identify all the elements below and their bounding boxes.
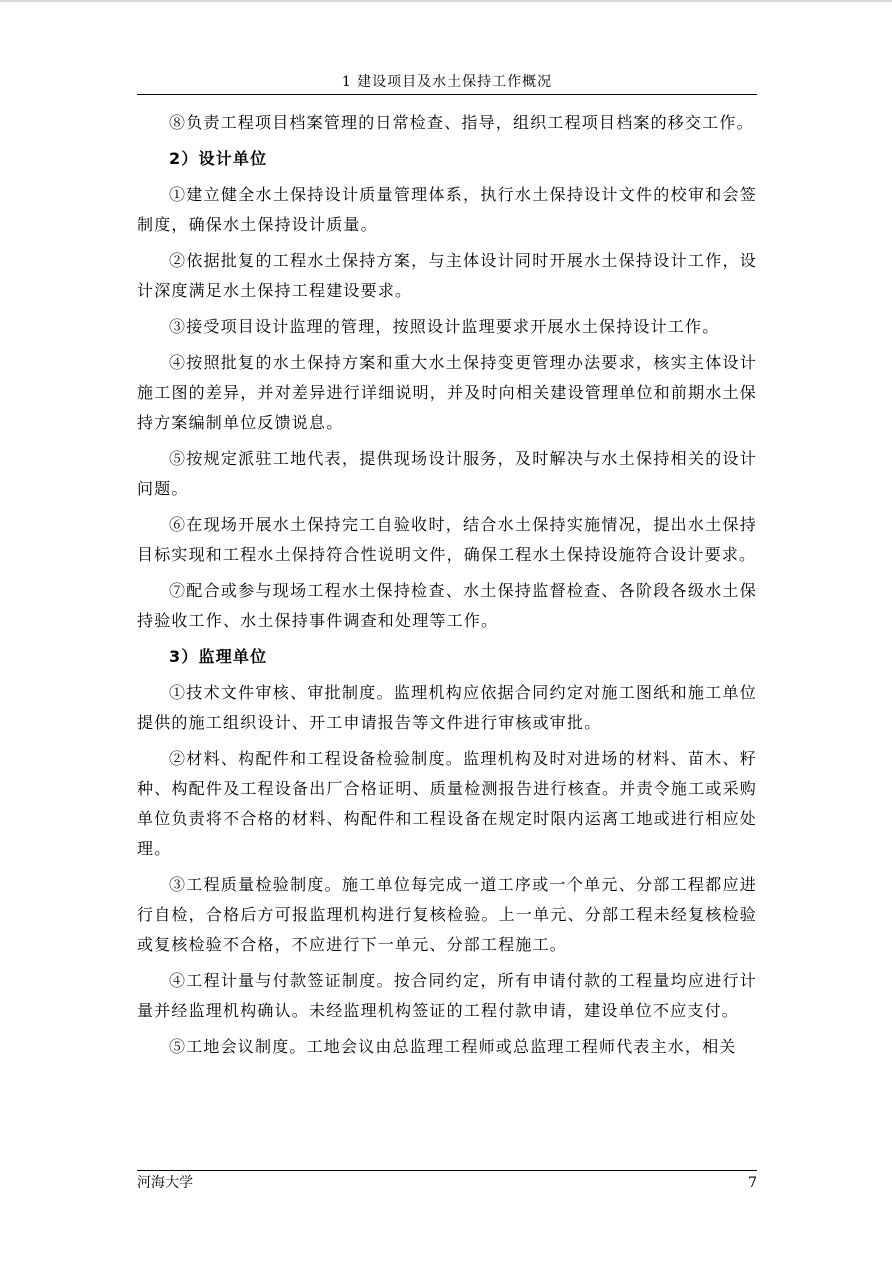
paragraph-design-5: ⑤按规定派驻工地代表，提供现场设计服务，及时解决与水土保持相关的设计问题。 xyxy=(137,449,757,498)
paragraph-supervision-4: ④工程计量与付款签证制度。按合同约定，所有申请付款的工程量均应进行计量并经监理机构确认。未经监理机构签证的工程付款申请，建设单位不应支付。 xyxy=(137,971,757,1020)
paragraph-supervision-2: ②材料、构配件和工程设备检验制度。监理机构及时对进场的材料、苗木、籽种、构配件及工程设备出厂合格证明、质量检测报告进行核查。并责令施工或采购单位负责将不合格的材料、构配件和工程设备在规定时限内运离工地或进行相应处理。 xyxy=(137,749,757,858)
paragraph-design-7: ⑦配合或参与现场工程水土保持检查、水土保持监督检查、各阶段各级水土保持验收工作、水土保持事件调查和处理等工作。 xyxy=(137,581,757,630)
paragraph-archive-management: ⑧负责工程项目档案管理的日常检查、指导，组织工程项目档案的移交工作。 xyxy=(169,113,754,132)
footer-institution: 河海大学 xyxy=(137,1175,193,1191)
paragraph-design-3: ③接受项目设计监理的管理，按照设计监理要求开展水土保持设计工作。 xyxy=(169,317,720,336)
paragraph-design-4: ④按照批复的水土保持方案和重大水土保持变更管理办法要求，核实主体设计施工图的差异，并对差异进行详细说明，并及时向相关建设管理单位和前期水土保持方案编制单位反馈说息。 xyxy=(137,353,757,432)
paragraph-supervision-3: ③工程质量检验制度。施工单位每完成一道工序或一个单元、分部工程都应进行自检，合格后方可报监理机构进行复核检验。上一单元、分部工程未经复核检验或复核检验不合格，不应进行下一单元、分部工程施工。 xyxy=(137,875,757,954)
paragraph-design-2: ②依据批复的工程水土保持方案，与主体设计同时开展水土保持设计工作，设计深度满足水土保持工程建设要求。 xyxy=(137,251,757,300)
page-top-border xyxy=(0,0,892,2)
body-text xyxy=(137,108,757,1062)
paragraph-supervision-5: ⑤工地会议制度。工地会议由总监理工程师或总监理工程师代表主水，相关 xyxy=(169,1037,737,1056)
footer-rule xyxy=(137,1170,757,1171)
paragraph-supervision-1: ①技术文件审核、审批制度。监理机构应依据合同约定对施工图纸和施工单位提供的施工组织设计、开工申请报告等文件进行审核或审批。 xyxy=(137,683,757,732)
section-heading-supervision-unit: 3）监理单位 xyxy=(169,647,268,666)
page-number: 7 xyxy=(748,1175,757,1191)
paragraph-design-6: ⑥在现场开展水土保持完工自验收时，结合水土保持实施情况，提出水土保持目标实现和工程水土保持符合性说明文件，确保工程水土保持设施符合设计要求。 xyxy=(137,515,757,564)
paragraph-design-1: ①建立健全水土保持设计质量管理体系，执行水土保持设计文件的校审和会签制度，确保水土保持设计质量。 xyxy=(137,185,757,234)
section-heading-design-unit: 2）设计单位 xyxy=(169,149,268,168)
header-rule xyxy=(137,94,757,95)
running-header: 1 建设项目及水土保持工作概况 xyxy=(341,74,553,90)
